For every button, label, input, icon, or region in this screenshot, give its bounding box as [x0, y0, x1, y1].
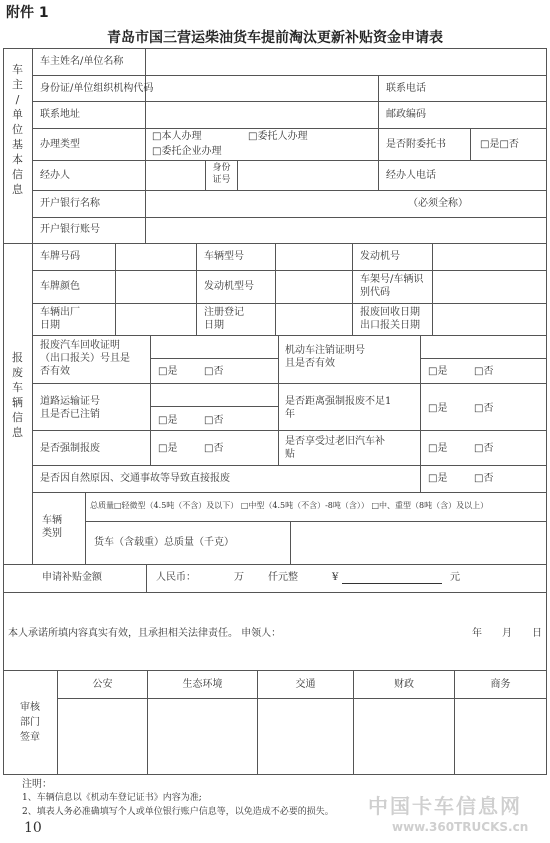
review-dept-finance: 财政 [394, 679, 414, 690]
under-one-year-label: 是否距离强制报废不足1 年 [285, 396, 392, 420]
owner-section-label: 车 主 / 单 位 基 本 信 息 [12, 63, 23, 196]
forced-scrap-no[interactable]: □否 [204, 443, 224, 454]
cancel-cert-no[interactable]: □否 [474, 366, 494, 377]
postcode-label: 邮政编码 [386, 109, 426, 120]
vin-label: 车架号/车辆识 别代码 [360, 274, 424, 298]
vehicle-section-label: 报 废 车 辆 信 息 [12, 351, 23, 439]
amount-input-line[interactable] [342, 583, 442, 584]
amount-label: 申请补贴金额 [42, 572, 102, 583]
truck-weight-label: 货车（含载重）总质量（千克） [94, 537, 234, 548]
amount-yen: ¥ [332, 572, 339, 583]
cancel-cert-yes[interactable]: □是 [428, 366, 448, 377]
engine-no-label: 发动机号 [360, 251, 400, 262]
amount-wan: 万 [234, 572, 244, 583]
watermark-logo: 中国卡车信息网 [368, 794, 522, 818]
phone-label: 联系电话 [386, 83, 426, 94]
pledge-year: 年 [472, 628, 482, 639]
factory-date-label: 车辆出厂 日期 [40, 307, 80, 331]
transport-cert-label: 道路运输证号 且是否已注销 [40, 396, 100, 420]
bank-name-label: 开户银行名称 [40, 198, 100, 209]
engine-model-label: 发动机型号 [204, 281, 254, 292]
bank-name-note: （必须全称） [408, 198, 468, 209]
plate-no-label: 车牌号码 [40, 251, 80, 262]
bank-account-label: 开户银行账号 [40, 224, 100, 235]
vehicle-model-label: 车辆型号 [204, 251, 244, 262]
notes-title: 注明： [22, 779, 52, 790]
review-label: 审核 部门 签章 [20, 702, 40, 743]
old-subsidy-yes[interactable]: □是 [428, 443, 448, 454]
page-number: 10 [24, 820, 42, 836]
old-subsidy-no[interactable]: □否 [474, 443, 494, 454]
agent-id-label: 身份 证号 [212, 163, 231, 185]
owner-name-label: 车主姓名/单位名称 [40, 56, 124, 67]
forced-scrap-label: 是否强制报废 [40, 443, 100, 454]
amount-rmb: 人民币： [156, 572, 196, 583]
plate-color-label: 车牌颜色 [40, 281, 80, 292]
cancel-cert-label: 机动车注销证明号 且是否有效 [285, 345, 365, 369]
address-label: 联系地址 [40, 109, 80, 120]
amount-yuan: 元 [450, 572, 460, 583]
pledge-text: 本人承诺所填内容真实有效，且承担相关法律责任。 申领人： [8, 628, 282, 639]
under-one-year-yes[interactable]: □是 [428, 403, 448, 414]
pledge-month: 月 [502, 628, 512, 639]
accident-no[interactable]: □否 [474, 473, 494, 484]
amount-qian: 仟元整 [268, 572, 298, 583]
recycle-cert-label: 报废汽车回收证明 （出口报关）号且是 否有效 [40, 340, 130, 377]
pledge-day: 日 [532, 628, 542, 639]
delegate-handling-checkbox[interactable]: □委托人办理 [248, 131, 308, 142]
company-handling-checkbox[interactable]: □委托企业办理 [152, 146, 222, 157]
old-subsidy-label: 是否享受过老旧汽车补 贴 [285, 436, 385, 460]
handling-type-label: 办理类型 [40, 139, 80, 150]
attach-letter-yes-no[interactable]: □是□否 [480, 139, 519, 150]
review-dept-ecology: 生态环境 [182, 679, 223, 690]
accident-yes[interactable]: □是 [428, 473, 448, 484]
form-title: 青岛市国三营运柴油货车提前淘汰更新补贴资金申请表 [107, 30, 443, 46]
agent-phone-label: 经办人电话 [386, 170, 436, 181]
recycle-date-label: 报废回收日期 出口报关日期 [360, 307, 420, 331]
recycle-cert-yes[interactable]: □是 [158, 366, 178, 377]
review-dept-commerce: 商务 [490, 679, 511, 690]
review-dept-transport: 交通 [295, 679, 316, 690]
id-code-label: 身份证/单位组织机构代码 [40, 83, 154, 94]
watermark-url: www.360TRUCKS.cn [392, 820, 529, 834]
agent-label: 经办人 [40, 170, 70, 181]
register-date-label: 注册登记 日期 [204, 307, 244, 331]
under-one-year-no[interactable]: □否 [474, 403, 494, 414]
note-item-1: 1、车辆信息以《机动车登记证书》内容为准; [22, 793, 202, 803]
recycle-cert-no[interactable]: □否 [204, 366, 224, 377]
vehicle-category-label: 车辆 类别 [42, 515, 62, 539]
self-handling-checkbox[interactable]: □本人办理 [152, 131, 202, 142]
transport-cert-no[interactable]: □否 [204, 415, 224, 426]
attach-letter-label: 是否附委托书 [386, 139, 446, 150]
attachment-label: 附件 1 [6, 5, 49, 21]
transport-cert-yes[interactable]: □是 [158, 415, 178, 426]
weight-class-options[interactable]: 总质量□轻微型（4.5吨（不含）及以下） □中型（4.5吨（不含）-8吨（含）） □中、重型（8吨（含）及以上） [90, 501, 489, 510]
forced-scrap-yes[interactable]: □是 [158, 443, 178, 454]
note-item-2: 2、填表人务必准确填写个人或单位银行账户信息等，以免造成不必要的损失。 [22, 807, 334, 817]
review-dept-police: 公安 [92, 679, 113, 690]
accident-label: 是否因自然原因、交通事故等导致直接报废 [40, 473, 230, 484]
